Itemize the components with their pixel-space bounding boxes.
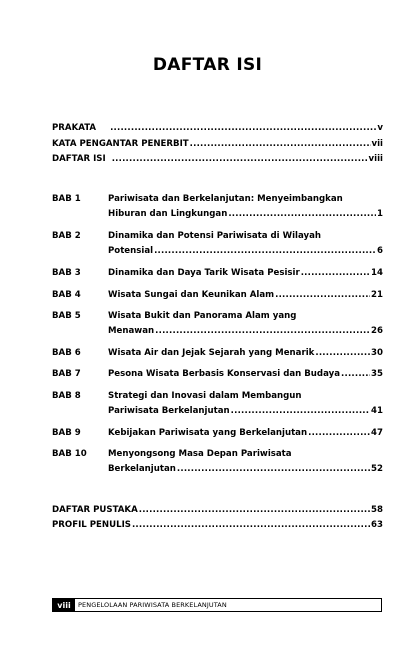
toc-entry-label: DAFTAR ISI bbox=[52, 154, 106, 164]
toc-entry-page: vii bbox=[371, 139, 383, 149]
chapter-number: BAB 9 bbox=[52, 428, 81, 438]
chapter-number: BAB 10 bbox=[52, 449, 87, 459]
toc-entry-label: DAFTAR PUSTAKA bbox=[52, 505, 138, 515]
chapter-title: Wisata Sungai dan Keunikan Alam bbox=[108, 290, 275, 300]
chapter-number: BAB 7 bbox=[52, 369, 81, 379]
page-footer bbox=[52, 598, 382, 612]
chapter-title: Kebijakan Pariwisata yang Berkelanjutan bbox=[108, 428, 308, 438]
chapter-page: 30 bbox=[371, 348, 383, 358]
chapter-number: BAB 8 bbox=[52, 391, 81, 401]
toc-entry-page: 58 bbox=[371, 505, 383, 515]
chapter-page: 35 bbox=[371, 369, 383, 379]
chapter-number: BAB 4 bbox=[52, 290, 81, 300]
toc-entry-page: viii bbox=[368, 154, 383, 164]
chapter-title-line2: Menawan bbox=[108, 326, 155, 336]
chapter-title-line1: Strategi dan Inovasi dalam Membangun bbox=[108, 391, 302, 401]
chapter-title: Pesona Wisata Berbasis Konservasi dan Budaya bbox=[108, 369, 341, 379]
chapter-number: BAB 5 bbox=[52, 311, 81, 321]
chapter-title-line2: Pariwisata Berkelanjutan bbox=[108, 406, 230, 416]
toc-entry-label: PRAKATA bbox=[52, 123, 97, 133]
chapter-number: BAB 6 bbox=[52, 348, 81, 358]
chapter-page: 1 bbox=[377, 209, 383, 219]
chapter-title-line1: Pariwisata dan Berkelanjutan: Menyeimbangkan bbox=[108, 194, 343, 204]
chapter-page: 6 bbox=[377, 246, 383, 256]
footer-page-number: viii bbox=[53, 599, 75, 611]
footer-running-title: PENGELOLAAN PARIWISATA BERKELANJUTAN bbox=[78, 601, 227, 609]
chapter-page: 26 bbox=[371, 326, 383, 336]
chapter-title-line1: Dinamika dan Potensi Pariwisata di Wilayah bbox=[108, 231, 322, 241]
toc-entry-page: v bbox=[377, 123, 383, 133]
chapter-title-line1: Wisata Bukit dan Panorama Alam yang bbox=[108, 311, 297, 321]
chapter-title-line2: Hiburan dan Lingkungan bbox=[108, 209, 228, 219]
chapter-title: Wisata Air dan Jejak Sejarah yang Menarik bbox=[108, 348, 315, 358]
toc-entry-label: PROFIL PENULIS bbox=[52, 520, 131, 530]
chapter-title-line2: Berkelanjutan bbox=[108, 464, 176, 474]
chapter-page: 21 bbox=[371, 290, 383, 300]
toc-entry-label: KATA PENGANTAR PENERBIT bbox=[52, 139, 189, 149]
chapter-title-line1: Menyongsong Masa Depan Pariwisata bbox=[108, 449, 292, 459]
chapter-title-line2: Potensial bbox=[108, 246, 154, 256]
chapter-page: 52 bbox=[371, 464, 383, 474]
toc-entry-page: 63 bbox=[371, 520, 383, 530]
chapter-page: 41 bbox=[371, 406, 383, 416]
chapter-number: BAB 3 bbox=[52, 268, 81, 278]
chapter-title: Dinamika dan Daya Tarik Wisata Pesisir bbox=[108, 268, 300, 278]
chapter-page: 47 bbox=[371, 428, 383, 438]
chapter-page: 14 bbox=[371, 268, 383, 278]
chapter-number: BAB 2 bbox=[52, 231, 81, 241]
page-title: DAFTAR ISI bbox=[152, 55, 263, 75]
chapter-number: BAB 1 bbox=[52, 194, 81, 204]
